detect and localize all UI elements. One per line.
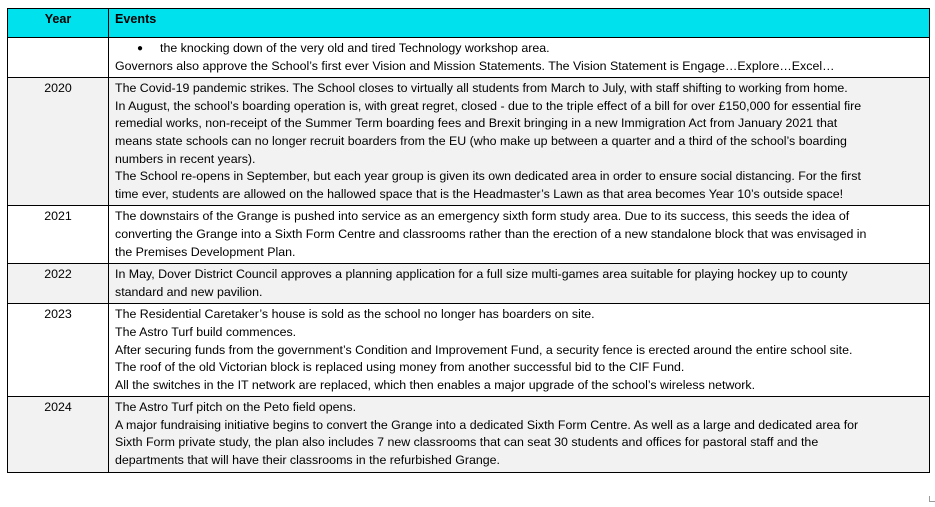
- table-header-row: [8, 9, 930, 38]
- event-line: A major fundraising initiative begins to convert the Grange into a dedicated Sixth Form Centre. As well as a large and dedicated area for: [115, 417, 859, 432]
- event-line: The downstairs of the Grange is pushed into service as an emergency sixth form study area. Due to its success, this seeds the idea of: [115, 209, 850, 224]
- year-cell: 2024: [8, 397, 109, 472]
- event-line: The Residential Caretaker’s house is sold as the school no longer has boarders on site.: [115, 307, 595, 322]
- event-line: converting the Grange into a Sixth Form Centre and classrooms rather than the erection of a new standalone block that was envisaged in: [115, 226, 867, 241]
- event-line: numbers in recent years).: [115, 151, 256, 166]
- event-line: departments that will have their classrooms in the refurbished Grange.: [115, 453, 500, 468]
- history-timeline-table: [7, 8, 930, 473]
- event-line: remedial works, non-receipt of the Summer Term boarding fees and Brexit bringing in a new Immigration Act from January 2021 that: [115, 116, 838, 131]
- year-cell: 2021: [8, 206, 109, 264]
- page-corner-mark: [929, 496, 935, 502]
- events-cell: [109, 397, 930, 472]
- bullet-icon: ●: [137, 43, 144, 54]
- event-line: Sixth Form private study, the plan also includes 7 new classrooms that can seat 30 students and offices for pastoral staff and the: [115, 435, 819, 450]
- year-cell: 2020: [8, 78, 109, 206]
- year-column-header: Year: [8, 9, 109, 38]
- table-row: [8, 78, 930, 206]
- event-line: After securing funds from the government’s Condition and Improvement Fund, a security fence is erected around the entire school site.: [115, 342, 853, 357]
- events-cell: [109, 206, 930, 264]
- events-cell: [109, 78, 930, 206]
- events-column-header: Events: [109, 9, 930, 38]
- table-row: [8, 304, 930, 397]
- event-line: The Astro Turf pitch on the Peto field opens.: [115, 400, 357, 415]
- event-line: The Astro Turf build commences.: [115, 324, 297, 339]
- event-line: time ever, students are allowed on the hallowed space that is the Headmaster’s Lawn as that area becomes Year 10’s outside space!: [115, 186, 844, 201]
- events-cell: [109, 304, 930, 397]
- year-cell: 2022: [8, 264, 109, 304]
- year-cell: 2023: [8, 304, 109, 397]
- event-line: means state schools can no longer recruit boarders from the EU (who make up between a quarter and a third of the school’s boarding: [115, 133, 847, 148]
- event-line: The Covid-19 pandemic strikes. The School closes to virtually all students from March to July, with staff shifting to working from home.: [115, 81, 848, 96]
- event-line: All the switches in the IT network are replaced, which then enables a major upgrade of the school’s wireless network.: [115, 377, 756, 392]
- bullet-list-item: [115, 40, 923, 58]
- events-cell: [109, 264, 930, 304]
- event-line: Governors also approve the School’s first ever Vision and Mission Statements. The Vision Statement is Engage…Explore…Excel…: [115, 58, 835, 73]
- table-row: [8, 38, 930, 78]
- event-line: In August, the school’s boarding operation is, with great regret, closed - due to the triple effect of a bill for over £150,000 for essential fire: [115, 98, 862, 113]
- table-row: [8, 264, 930, 304]
- table-row: [8, 206, 930, 264]
- event-line: standard and new pavilion.: [115, 284, 263, 299]
- bullet-text: the knocking down of the very old and tired Technology workshop area.: [160, 41, 550, 55]
- event-line: The roof of the old Victorian block is replaced using money from another successful bid to the CIF Fund.: [115, 360, 685, 375]
- event-line: In May, Dover District Council approves a planning application for a full size multi-games area suitable for playing hockey up to county: [115, 267, 848, 282]
- table-row: [8, 397, 930, 472]
- year-cell: [8, 38, 109, 78]
- events-cell: [109, 38, 930, 78]
- event-line: the Premises Development Plan.: [115, 244, 296, 259]
- event-line: The School re-opens in September, but each year group is given its own dedicated area in order to ensure social distancing. For the first: [115, 169, 861, 184]
